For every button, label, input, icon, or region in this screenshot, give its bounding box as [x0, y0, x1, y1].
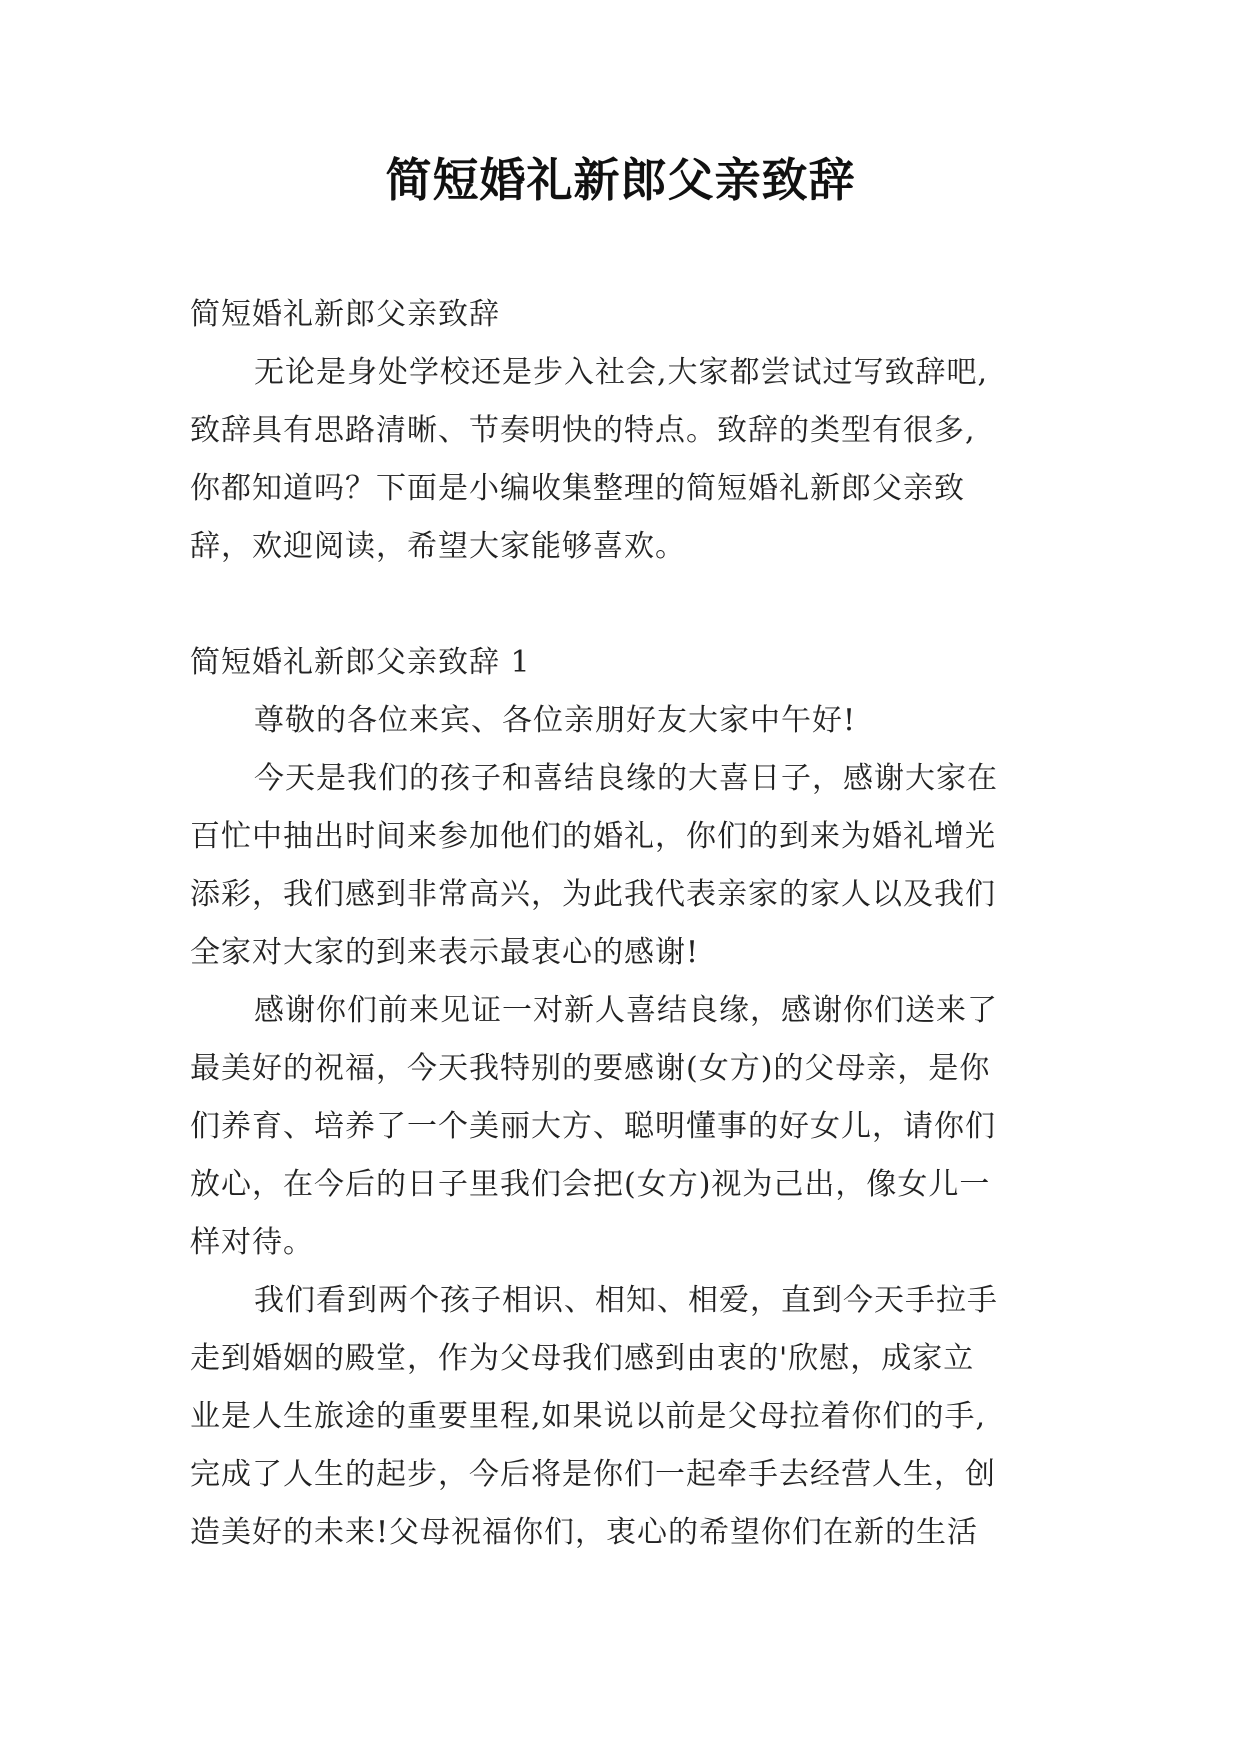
paragraph-line: 添彩，我们感到非常高兴，为此我代表亲家的家人以及我们	[190, 877, 996, 912]
document-title: 简短婚礼新郎父亲致辞	[385, 153, 856, 207]
paragraph-line: 造美好的未来!父母祝福你们，衷心的希望你们在新的生活	[190, 1515, 979, 1550]
paragraph-line: 今天是我们的孩子和喜结良缘的大喜日子，感谢大家在	[254, 761, 998, 796]
paragraph-gap	[190, 576, 1060, 634]
paragraph-line: 最美好的祝福，今天我特别的要感谢(女方)的父母亲，是你	[190, 1051, 991, 1086]
paragraph-line: 走到婚姻的殿堂，作为父母我们感到由衷的'欣慰，成家立	[190, 1341, 975, 1376]
intro-paragraph-line: 你都知道吗？下面是小编收集整理的简短婚礼新郎父亲致	[190, 471, 965, 506]
paragraph-line: 放心，在今后的日子里我们会把(女方)视为己出，像女儿一	[190, 1167, 991, 1202]
intro-paragraph-line: 辞，欢迎阅读，希望大家能够喜欢。	[190, 529, 686, 564]
paragraph-line: 感谢你们前来见证一对新人喜结良缘，感谢你们送来了	[254, 993, 998, 1028]
paragraph-line: 全家对大家的到来表示最衷心的感谢!	[190, 935, 700, 970]
paragraph-line: 样对待。	[190, 1225, 314, 1260]
paragraph-line: 们养育、培养了一个美丽大方、聪明懂事的好女儿，请你们	[190, 1109, 996, 1144]
section-heading-1: 简短婚礼新郎父亲致辞 1	[190, 645, 531, 680]
intro-paragraph-line: 无论是身处学校还是步入社会,大家都尝试过写致辞吧,	[254, 355, 989, 390]
intro-paragraph-line: 致辞具有思路清晰、节奏明快的特点。致辞的类型有很多,	[190, 413, 976, 448]
document-body	[190, 286, 1060, 1562]
section-heading-intro: 简短婚礼新郎父亲致辞	[190, 297, 500, 332]
greeting-line: 尊敬的各位来宾、各位亲朋好友大家中午好!	[254, 703, 857, 738]
paragraph-line: 业是人生旅途的重要里程,如果说以前是父母拉着你们的手,	[190, 1399, 987, 1434]
paragraph-line: 完成了人生的起步，今后将是你们一起牵手去经营人生，创	[190, 1457, 996, 1492]
paragraph-line: 百忙中抽出时间来参加他们的婚礼，你们的到来为婚礼增光	[190, 819, 996, 854]
paragraph-line: 我们看到两个孩子相识、相知、相爱，直到今天手拉手	[254, 1283, 998, 1318]
